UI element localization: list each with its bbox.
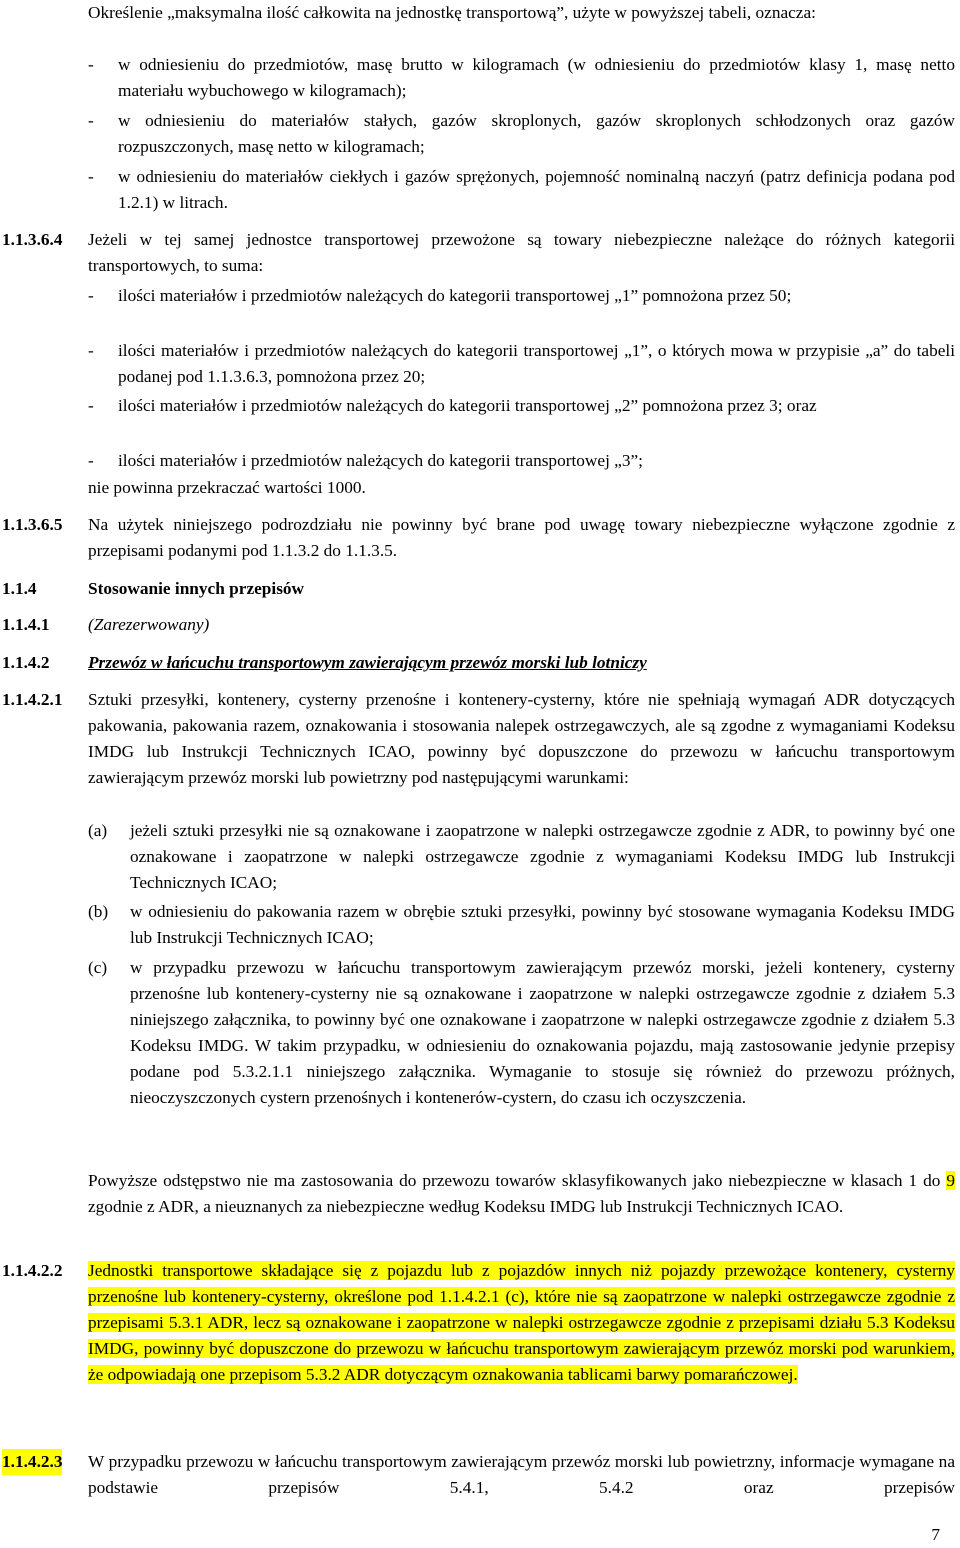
section-text: Na użytek niniejszego podrozdziału nie powinny być brane pod uwagę towary niebezpieczne wyłączone zgodnie z przepisami podanymi pod 1.1.3.2 do 1.1.3.5. — [88, 515, 955, 560]
condition-text: w przypadku przewozu w łańcuchu transportowym zawierającym przewóz morski, jeżeli kontenery, cysterny przenośne lub kontenery-cysterny nie są oznakowane i zaopatrzone w nalepki ostrzegawcze zgodnie z działem 5.3 niniejszego załącznika, to powinny być one oznakowane i zaopatrzone w nalepki ostrzegawcze zgodnie z działem 5.3 Kodeksu IMDG. W takim przypadku, w odniesieniu do oznakowania pojazdu, mają zastosowanie jedynie przepisy podane pod 5.3.2.1.1 niniejszego załącznika. Wymaganie to stosuje się również do przewozu próżnych, nieoczyszczonych cystern przenośnych i kontenerów-cystern, do czasu ich oczyszczenia. — [130, 958, 955, 1107]
intro-item-2 — [88, 108, 955, 160]
intro-item-3 — [88, 164, 955, 216]
section-1-1-4-2-3 — [2, 1449, 957, 1501]
list-dash: - — [88, 55, 94, 74]
section-number: 1.1.4 — [2, 579, 37, 598]
intro-item-1 — [88, 52, 955, 104]
sum-item-3 — [88, 393, 955, 419]
sum-item-1 — [88, 283, 955, 309]
section-text: Sztuki przesyłki, kontenery, cysterny przenośne i kontenery-cysterny, które nie spełniają wymagań ADR dotyczących pakowania, pakowania razem, oznakowania i stosowania nalepek ostrzegawczych, ale są zgodne z wymaganiami Kodeksu IMDG lub Instrukcji Technicznych ICAO, powinny być dopuszczone do przewozu w łańcuchu transportowym zawierającym przewóz morski lub powietrzny pod następującymi warunkami: — [88, 690, 955, 787]
section-1-1-3-6-4 — [2, 227, 957, 279]
section-number: 1.1.4.2.1 — [2, 690, 63, 709]
section-number: 1.1.4.2.2 — [2, 1261, 63, 1280]
condition-label: (b) — [88, 902, 109, 921]
condition-text: jeżeli sztuki przesyłki nie są oznakowane i zaopatrzone w nalepki ostrzegawcze zgodnie z ADR, to powinny być one oznakowane i zaopatrzone w nalepki ostrzegawcze zgodnie z wymaganiami Kodeksu IMDG lub Instrukcji Technicznych ICAO; — [130, 821, 955, 892]
list-dash: - — [88, 167, 94, 186]
intro-item-text: w odniesieniu do materiałów stałych, gazów skroplonych, gazów skroplonych schłodzonych oraz gazów rozpuszczonych, masę netto w kilogramach; — [118, 111, 955, 156]
list-dash: - — [88, 451, 94, 470]
intro-item-text: w odniesieniu do przedmiotów, masę brutto w kilogramach (w odniesieniu do przedmiotów klasy 1, masę netto materiału wybuchowego w kilogramach); — [118, 55, 955, 100]
sum-item-text: ilości materiałów i przedmiotów należących do kategorii transportowej „3”; — [118, 451, 643, 470]
sum-tail: nie powinna przekraczać wartości 1000. — [88, 478, 366, 497]
section-number: 1.1.4.1 — [2, 615, 50, 634]
section-text: W przypadku przewozu w łańcuchu transportowym zawierającym przewóz morski lub powietrzny, informacje wymagane na podstawie przepisów 5.4.1, 5.4.2 oraz przepisów — [88, 1452, 955, 1497]
section-number: 1.1.4.2 — [2, 653, 50, 672]
section-text-highlighted: Jednostki transportowe składające się z pojazdu lub z pojazdów innych niż pojazdy przewożące kontenery, cysterny przenośne lub kontenery-cysterny, określone pod 1.1.4.2.1 (c), które nie są zaopatrzone w nalepki ostrzegawcze zgodnie z przepisami 5.3.1 ADR, lecz są oznakowane i zaopatrzone w nalepki ostrzegawcze zgodnie z przepisami działu 5.3 Kodeksu IMDG, powinny być dopuszczone do przewozu w łańcuchu transportowym zawierającym przewóz morski pod warunkiem, że odpowiadają one przepisom 5.3.2 ADR dotyczącym oznakowania tablicami barwy pomarańczowej. — [88, 1261, 955, 1384]
highlighted-class-number: 9 — [946, 1171, 955, 1190]
list-dash: - — [88, 396, 94, 415]
condition-label: (a) — [88, 821, 108, 840]
section-number-highlighted: 1.1.4.2.3 — [2, 1449, 62, 1475]
section-title: (Zarezerwowany) — [88, 615, 210, 634]
condition-c — [88, 955, 955, 1111]
section-number: 1.1.3.6.5 — [2, 515, 63, 534]
condition-b — [88, 899, 955, 951]
sum-item-text: ilości materiałów i przedmiotów należących do kategorii transportowej „1” pomnożona przez 50; — [118, 286, 792, 305]
sum-item-2 — [88, 338, 955, 390]
exemption-paragraph — [88, 1168, 955, 1220]
sum-item-4 — [88, 448, 955, 474]
intro-text: Określenie „maksymalna ilość całkowita na jednostkę transportową”, użyte w powyższej tabeli, oznacza: — [88, 3, 816, 22]
list-dash: - — [88, 111, 94, 130]
section-1-1-4-2-2 — [2, 1258, 957, 1388]
condition-label: (c) — [88, 958, 108, 977]
section-number: 1.1.3.6.4 — [2, 230, 63, 249]
sum-item-text: ilości materiałów i przedmiotów należących do kategorii transportowej „1”, o których mowa w przypisie „a” do tabeli podanej pod 1.1.3.6.3, pomnożona przez 20; — [118, 341, 955, 386]
exemption-text-before: Powyższe odstępstwo nie ma zastosowania do przewozu towarów sklasyfikowanych jako niebezpieczne w klasach 1 do — [88, 1171, 947, 1190]
section-1-1-4-2-1 — [2, 687, 957, 791]
section-title: Stosowanie innych przepisów — [88, 579, 305, 598]
section-title: Przewóz w łańcuchu transportowym zawierającym przewóz morski lub lotniczy — [88, 653, 647, 672]
sum-item-text: ilości materiałów i przedmiotów należących do kategorii transportowej „2” pomnożona przez 3; oraz — [118, 396, 817, 415]
condition-a — [88, 818, 955, 896]
condition-text: w odniesieniu do pakowania razem w obrębie sztuki przesyłki, powinny być stosowane wymagania Kodeksu IMDG lub Instrukcji Technicznych ICAO; — [130, 902, 955, 947]
list-dash: - — [88, 341, 94, 360]
section-text: Jeżeli w tej samej jednostce transportowej przewożone są towary niebezpieczne należące do różnych kategorii transportowych, to suma: — [88, 230, 955, 275]
intro-paragraph — [88, 0, 955, 26]
section-1-1-3-6-5 — [2, 512, 957, 564]
page-number: 7 — [931, 1525, 940, 1544]
list-dash: - — [88, 286, 94, 305]
intro-item-text: w odniesieniu do materiałów ciekłych i gazów sprężonych, pojemność nominalną naczyń (patrz definicja podana pod 1.2.1) w litrach. — [118, 167, 955, 212]
exemption-text-after: zgodnie z ADR, a nieuznanych za niebezpieczne według Kodeksu IMDG lub Instrukcji Technicznych ICAO. — [88, 1197, 844, 1216]
